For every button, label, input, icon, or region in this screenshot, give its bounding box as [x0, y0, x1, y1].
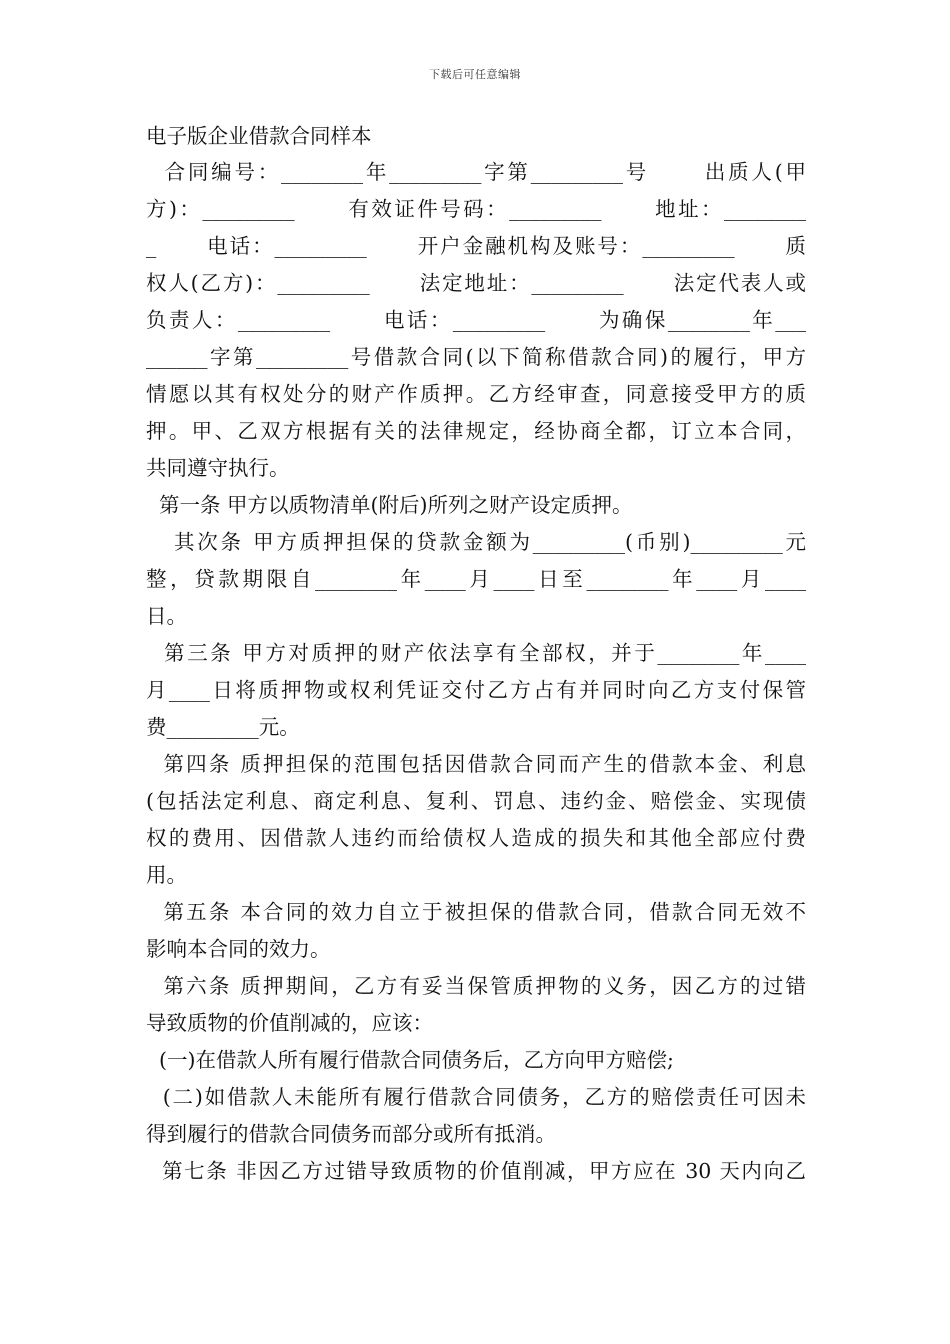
text-line: 第一条 甲方以质物清单(附后)所列之财产设定质押。	[146, 493, 633, 517]
text-line: 第七条 非因乙方过错导致质物的价值削减，甲方应在 30 天内向乙	[146, 1159, 806, 1183]
text-line: 权人(乙方)：_________ 法定地址：_________ 法定代表人或	[146, 271, 806, 295]
text-line: 合同编号：________年_________字第_________号 出质人(甲	[146, 160, 806, 184]
text-line: 负责人：_________ 电话：_________ 为确保________年___	[146, 308, 806, 332]
text-line: 方)：_________ 有效证件号码：_________ 地址：________	[146, 197, 806, 221]
text-line: 费_________元。	[146, 715, 300, 739]
text-line: 情愿以其有权处分的财产作质押。乙方经审查，同意接受甲方的质	[146, 382, 806, 406]
document-title: 电子版企业借款合同样本	[146, 124, 372, 148]
text-line: 其次条 甲方质押担保的贷款金额为_________(币别)_________元	[146, 530, 806, 554]
header-note: 下载后可任意编辑	[429, 68, 521, 81]
contract-text	[146, 154, 806, 1190]
text-line: 整，贷款期限自________年____月____日至________年____月____	[146, 567, 806, 591]
document-body	[146, 118, 806, 1190]
text-line: 共同遵守执行。	[146, 456, 290, 480]
text-line: (二)如借款人未能所有履行借款合同债务，乙方的赔偿责任可因未	[146, 1085, 806, 1109]
text-line: 得到履行的借款合同债务而部分或所有抵消。	[146, 1122, 556, 1146]
text-line: 权的费用、因借款人违约而给债权人造成的损失和其他全部应付费	[146, 826, 806, 850]
text-line: 第四条 质押担保的范围包括因借款合同而产生的借款本金、利息	[146, 752, 806, 776]
text-line: ______字第_________号借款合同(以下简称借款合同)的履行，甲方	[146, 345, 806, 369]
text-line: 第五条 本合同的效力自立于被担保的借款合同，借款合同无效不	[146, 900, 806, 924]
text-line: _ 电话：_________ 开户金融机构及账号：_________ 质	[146, 234, 806, 258]
text-line: 用。	[146, 863, 187, 887]
text-line: 日。	[146, 604, 187, 628]
text-line: 押。甲、乙双方根据有关的法律规定，经协商全都，订立本合同，	[146, 419, 806, 443]
text-line: 月____日将质押物或权利凭证交付乙方占有并同时向乙方支付保管	[146, 678, 806, 702]
text-line: (一)在借款人所有履行借款合同债务后，乙方向甲方赔偿;	[146, 1048, 674, 1072]
text-line: (包括法定利息、商定利息、复利、罚息、违约金、赔偿金、实现债	[146, 789, 806, 813]
text-line: 影响本合同的效力。	[146, 937, 331, 961]
text-line: 第三条 甲方对质押的财产依法享有全部权，并于________年____	[146, 641, 806, 665]
text-line: 第六条 质押期间，乙方有妥当保管质押物的义务，因乙方的过错	[146, 974, 806, 998]
text-line: 导致质物的价值削减的，应该：	[146, 1011, 433, 1035]
